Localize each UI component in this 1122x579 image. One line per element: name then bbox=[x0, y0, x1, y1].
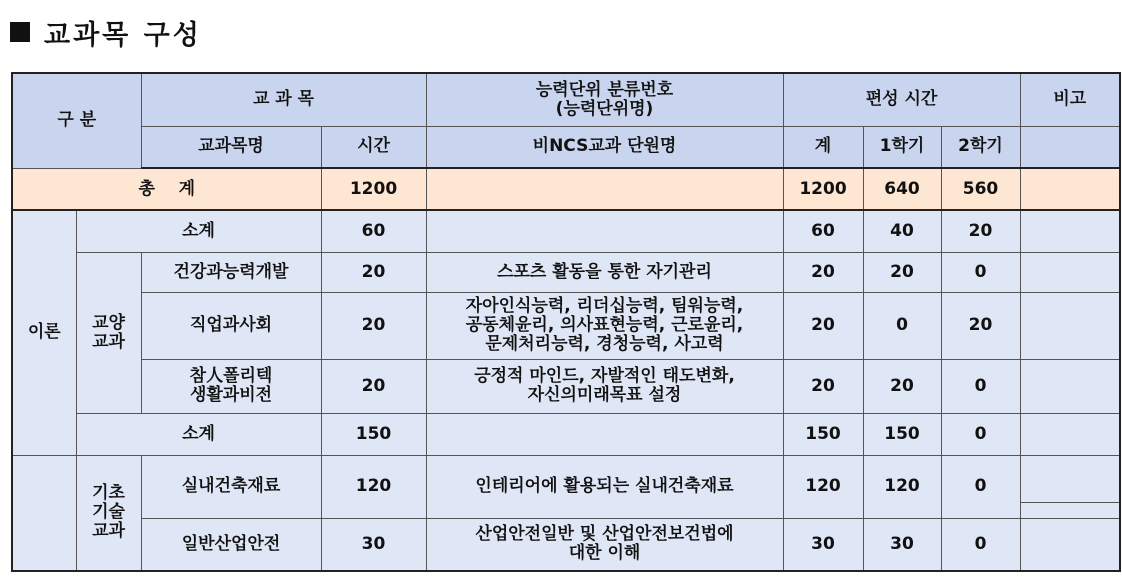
grand-total-sem2: 560 bbox=[941, 168, 1020, 210]
header-subject-name: 교과목명 bbox=[141, 126, 321, 168]
grand-total-sem1: 640 bbox=[863, 168, 941, 210]
subtotal-sem1: 150 bbox=[863, 413, 941, 455]
subtotal-total: 60 bbox=[783, 210, 863, 252]
header-ncs-unit: 비NCS교과 단원명 bbox=[426, 126, 783, 168]
category-blank bbox=[12, 455, 76, 571]
subtotal-label: 소계 bbox=[76, 413, 321, 455]
subject-sem1: 30 bbox=[863, 518, 941, 571]
subtotal-label: 소계 bbox=[76, 210, 321, 252]
subject-total: 120 bbox=[783, 455, 863, 518]
subject-hours: 20 bbox=[321, 252, 426, 292]
grand-total-remark bbox=[1020, 168, 1120, 210]
subtotal-remark bbox=[1020, 210, 1120, 252]
subject-sem2: 0 bbox=[941, 252, 1020, 292]
header-sem2: 2학기 bbox=[941, 126, 1020, 168]
curriculum-table bbox=[11, 72, 1121, 572]
subject-sem1: 120 bbox=[863, 455, 941, 518]
subtotal-unit bbox=[426, 210, 783, 252]
subject-unit: 긍정적 마인드, 자발적인 태도변화, 자신의미래목표 설정 bbox=[426, 359, 783, 413]
subject-name: 건강과능력개발 bbox=[141, 252, 321, 292]
subject-name: 일반산업안전 bbox=[141, 518, 321, 571]
header-remark: 비고 bbox=[1020, 73, 1120, 126]
subject-remark bbox=[1020, 252, 1120, 292]
grand-total-unit bbox=[426, 168, 783, 210]
subject-sem1: 20 bbox=[863, 359, 941, 413]
grand-total-hours: 1200 bbox=[321, 168, 426, 210]
subject-unit: 산업안전일반 및 산업안전보건법에 대한 이해 bbox=[426, 518, 783, 571]
category-theory: 이론 bbox=[12, 210, 76, 455]
subject-hours: 30 bbox=[321, 518, 426, 571]
header-hours-plan: 편성 시간 bbox=[783, 73, 1020, 126]
subject-hours: 120 bbox=[321, 455, 426, 518]
subject-unit: 스포츠 활동을 통한 자기관리 bbox=[426, 252, 783, 292]
subject-unit: 자아인식능력, 리더십능력, 팀워능력, 공동체윤리, 의사표현능력, 근로윤리, 문제처리능력, 경청능력, 사고력 bbox=[426, 292, 783, 359]
group-name: 기초 기술 교과 bbox=[76, 455, 141, 571]
section-heading bbox=[8, 12, 202, 52]
subject-sem2: 0 bbox=[941, 455, 1020, 518]
grand-total-label: 총 계 bbox=[12, 168, 321, 210]
subject-sem2: 0 bbox=[941, 518, 1020, 571]
subject-remark bbox=[1020, 455, 1120, 518]
subject-sem2: 20 bbox=[941, 292, 1020, 359]
header-sem1: 1학기 bbox=[863, 126, 941, 168]
header-remark-blank bbox=[1020, 126, 1120, 168]
section-title: 교과목 구성 bbox=[44, 19, 202, 51]
header-gubun: 구 분 bbox=[12, 73, 141, 168]
square-bullet-icon bbox=[10, 22, 30, 42]
subject-hours: 20 bbox=[321, 292, 426, 359]
header-hours: 시간 bbox=[321, 126, 426, 168]
subtotal-hours: 60 bbox=[321, 210, 426, 252]
subject-total: 20 bbox=[783, 252, 863, 292]
subtotal-hours: 150 bbox=[321, 413, 426, 455]
group-name: 교양 교과 bbox=[76, 252, 141, 413]
subject-unit: 인테리어에 활용되는 실내건축재료 bbox=[426, 455, 783, 518]
subject-name: 실내건축재료 bbox=[141, 455, 321, 518]
subject-remark bbox=[1020, 292, 1120, 359]
grand-total-total: 1200 bbox=[783, 168, 863, 210]
subject-hours: 20 bbox=[321, 359, 426, 413]
subject-sem1: 20 bbox=[863, 252, 941, 292]
subtotal-remark bbox=[1020, 413, 1120, 455]
subject-sem2: 0 bbox=[941, 359, 1020, 413]
subtotal-sem1: 40 bbox=[863, 210, 941, 252]
subtotal-sem2: 0 bbox=[941, 413, 1020, 455]
header-ability-code: 능력단위 분류번호 (능력단위명) bbox=[426, 73, 783, 126]
subject-name: 참人폴리텍 생활과비전 bbox=[141, 359, 321, 413]
subtotal-sem2: 20 bbox=[941, 210, 1020, 252]
subtotal-unit bbox=[426, 413, 783, 455]
subject-remark bbox=[1020, 518, 1120, 571]
header-total: 계 bbox=[783, 126, 863, 168]
subject-total: 30 bbox=[783, 518, 863, 571]
subject-remark bbox=[1020, 359, 1120, 413]
header-subject-group: 교 과 목 bbox=[141, 73, 426, 126]
subject-total: 20 bbox=[783, 359, 863, 413]
subject-sem1: 0 bbox=[863, 292, 941, 359]
subject-total: 20 bbox=[783, 292, 863, 359]
subtotal-total: 150 bbox=[783, 413, 863, 455]
subject-name: 직업과사회 bbox=[141, 292, 321, 359]
